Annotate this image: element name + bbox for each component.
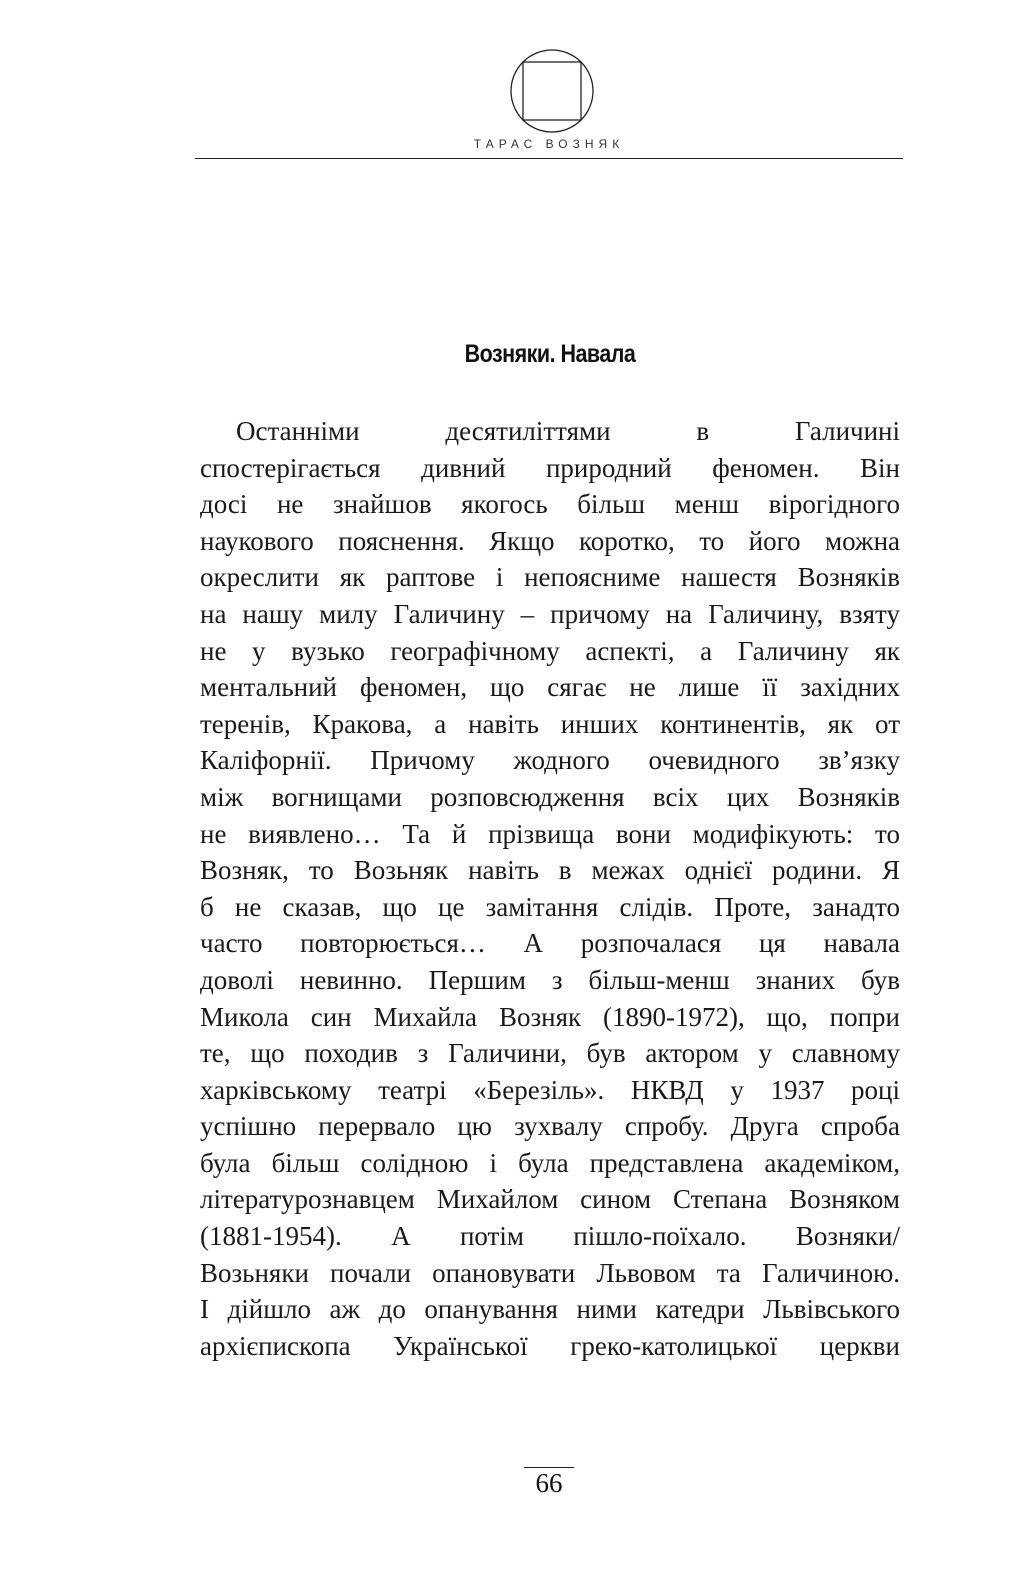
text-line: окреслити як раптове і непояснимe нашестя Возняків <box>200 562 900 593</box>
page-number: 66 <box>535 1468 563 1498</box>
text-line: не виявлено… Та й прізвища вони модифікують: то <box>200 818 900 849</box>
text-line: часто повторюється… А розпочалася ця навала <box>200 928 900 959</box>
text-line: теренів, Кракова, а навіть инших континентів, як от <box>200 708 900 739</box>
body-text <box>200 413 900 1364</box>
text-line: між вогнищами розповсюдження всіх цих Возняків <box>200 781 900 812</box>
text-line: б не сказав, що це замітання слідів. Проте, занадто <box>200 891 900 922</box>
text-line: харківському театрі «Березіль». НКВД у 1937 році <box>200 1074 900 1105</box>
text-line: успішно перервало цю зухвалу спробу. Друга спроба <box>200 1111 900 1142</box>
text-line: ментальний феномен, що сягає не лише її західних <box>200 672 900 703</box>
chapter-title: Возняки. Навала <box>464 340 636 368</box>
text-line: доволі невинно. Першим з більш-менш знаних був <box>200 964 900 995</box>
text-line: архієпископа Української греко-католицької церкви <box>200 1330 900 1361</box>
text-line: Возняк, то Возьняк навіть в межах однієї родини. Я <box>200 855 900 886</box>
text-line: Останніми десятиліттями в Галичині <box>236 416 900 446</box>
text-line: була більш солідною і була представлена академіком, <box>200 1147 900 1178</box>
text-line: наукового пояснення. Якщо коротко, то його можна <box>200 525 900 556</box>
circle-square-emblem <box>508 47 596 135</box>
text-line: І дійшло аж до опанування ними катедри Львівського <box>200 1294 900 1325</box>
text-line: Микола син Михайла Возняк (1890-1972), що, попри <box>200 1001 900 1032</box>
running-head: ТАРАС ВОЗНЯК <box>473 137 625 151</box>
text-line: (1881-1954). А потім пішло-поїхало. Возняки/ <box>200 1221 900 1252</box>
text-line: досі не знайшов якогось більш менш вірогідного <box>200 489 900 520</box>
text-line: не у вузько географічному аспекті, а Галичину як <box>200 635 900 666</box>
text-line: Каліфорнії. Причому жодного очевидного зв’язку <box>200 745 900 776</box>
header-rule <box>195 158 903 159</box>
text-line: спостерігається дивний природний феномен. Він <box>200 452 900 483</box>
text-line: літературознавцем Михайлом сином Степана Возняком <box>200 1184 900 1215</box>
text-line: на нашу милу Галичину – причому на Галичину, взяту <box>200 598 900 629</box>
text-line: Возьняки почали опановувати Львовом та Галичиною. <box>200 1257 900 1288</box>
text-line: те, що походив з Галичини, був актором у славному <box>200 1038 900 1069</box>
